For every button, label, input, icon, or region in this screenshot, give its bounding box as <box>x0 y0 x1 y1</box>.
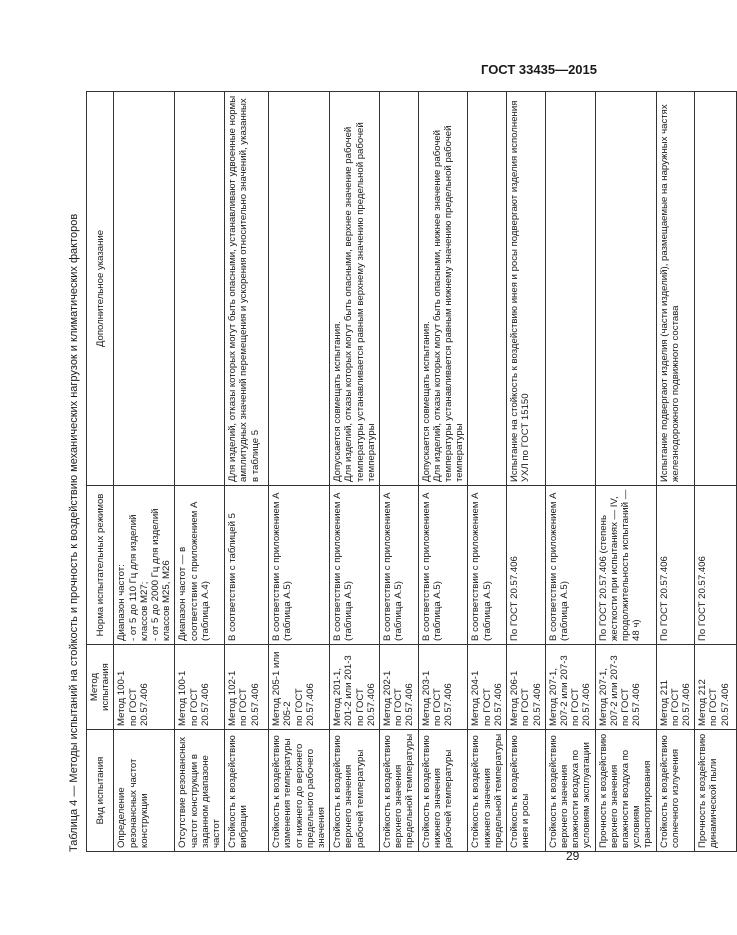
col-header-notes: Дополнительное указание <box>87 92 114 486</box>
cell-test-norms: В соответствии с приложением А (таблица А.5) <box>380 486 419 645</box>
cell-test-type: Прочность к воздействию верхнего значения влажности воздуха по условиям транспортирования <box>595 730 656 852</box>
cell-test-norms: В соответствии с таблицей 5 <box>225 486 269 645</box>
table-row <box>225 92 269 852</box>
table-row <box>507 92 546 852</box>
cell-test-norms: В соответствии с приложением А (таблица А.5) <box>468 486 507 645</box>
cell-test-norms: В соответствии с приложением А (таблица А.5) <box>269 486 330 645</box>
page-number: 29 <box>566 849 580 863</box>
table-body <box>114 92 737 852</box>
cell-test-type: Стойкость к воздействию верхнего значения рабочей температуры <box>330 730 380 852</box>
cell-test-method: Метод 206-1 по ГОСТ 20.57.406 <box>507 645 546 730</box>
cell-test-method: Метод 204-1 по ГОСТ 20.57.406 <box>468 645 507 730</box>
table-row <box>695 92 737 852</box>
table-row <box>269 92 330 852</box>
cell-test-type: Стойкость к воздействию солнечного излучения <box>656 730 695 852</box>
cell-test-type: Стойкость к воздействию изменения температуры от нижнего до верхнего предельного рабочего значения <box>269 730 330 852</box>
table-row <box>114 92 175 852</box>
cell-test-type: Стойкость к воздействию верхнего значения предельной температуры <box>380 730 419 852</box>
table-row <box>175 92 225 852</box>
cell-test-norms: По ГОСТ 20.57.406 (степень жесткости при испытаниях — IV, продолжительность испытаний — 48 ч) <box>595 486 656 645</box>
cell-test-type: Стойкость к воздействию нижнего значения предельной температуры <box>468 730 507 852</box>
cell-notes <box>468 92 507 486</box>
col-header-test-method: Метод испытания <box>87 645 114 730</box>
cell-test-method: Метод 100-1 по ГОСТ 20.57.406 <box>114 645 175 730</box>
table-row <box>545 92 595 852</box>
cell-notes: Испытание на стойкость к воздействию инея и росы подвергают изделия исполнения УХЛ по ГОСТ 15150 <box>507 92 546 486</box>
col-header-test-norms: Норма испытательных режимов <box>87 486 114 645</box>
cell-notes: Допускается совмещать испытания. Для изделий, отказы которых могут быть опасными, нижнее значение рабочей температуры устанавливается равным нижнему значению предельной рабочей температуры <box>418 92 468 486</box>
cell-test-norms: Диапазон частот: - от 5 до 110 Гц для изделий классов М27; - от 5 до 2000 Гц для изделий классов М25, М26 <box>114 486 175 645</box>
cell-notes: Для изделий, отказы которых могут быть опасными, устанавливают удвоенные нормы амплитудных значений перемещения и ускорения относительно значений, указанных в таблице 5 <box>225 92 269 486</box>
cell-test-method: Метод 207-1, 207-2 или 207-3 по ГОСТ 20.57.406 <box>595 645 656 730</box>
table-row <box>595 92 656 852</box>
cell-test-method: Метод 100-1 по ГОСТ 20.57.406 <box>175 645 225 730</box>
table-caption: Таблица 4 — Методы испытаний на стойкость и прочность к воздействию механических нагрузок и климатических факторов <box>68 213 80 852</box>
cell-test-norms: По ГОСТ 20.57.406 <box>656 486 695 645</box>
document-code: ГОСТ 33435—2015 <box>481 62 597 77</box>
cell-notes <box>380 92 419 486</box>
test-methods-table <box>86 91 737 852</box>
cell-notes <box>595 92 656 486</box>
cell-test-method: Метод 202-1 по ГОСТ 20.57.406 <box>380 645 419 730</box>
cell-test-type: Стойкость к воздействию нижнего значения рабочей температуры <box>418 730 468 852</box>
cell-test-norms: Диапазон частот — в соответствии с приложением А (таблица А.4) <box>175 486 225 645</box>
cell-test-type: Стойкость к воздействию верхнего значения влажности воздуха по условиям эксплуатации <box>545 730 595 852</box>
cell-notes <box>545 92 595 486</box>
table-header-row <box>87 92 114 852</box>
cell-test-method: Метод 211 по ГОСТ 20.57.406 <box>656 645 695 730</box>
cell-test-type: Стойкость к воздействию инея и росы <box>507 730 546 852</box>
cell-test-norms: В соответствии с приложением А (таблица А.5) <box>545 486 595 645</box>
cell-notes <box>695 92 737 486</box>
cell-test-method: Метод 201-1, 201-2 или 201-3 по ГОСТ 20.57.406 <box>330 645 380 730</box>
cell-test-method: Метод 205-1 или 205-2 по ГОСТ 20.57.406 <box>269 645 330 730</box>
table-row <box>418 92 468 852</box>
cell-notes <box>175 92 225 486</box>
table-row <box>468 92 507 852</box>
cell-test-type: Отсутствие резонансных частот конструкции в заданном диапазоне частот <box>175 730 225 852</box>
cell-notes <box>269 92 330 486</box>
table-row <box>380 92 419 852</box>
cell-test-method: Метод 102-1 по ГОСТ 20.57.406 <box>225 645 269 730</box>
cell-test-norms: В соответствии с приложением А (таблица А.5) <box>418 486 468 645</box>
cell-notes <box>114 92 175 486</box>
cell-test-norms: В соответствии с приложением А (таблица А.5) <box>330 486 380 645</box>
cell-notes: Испытание подвергают изделия (части изделий), размещаемые на наружных частях железнодорожного подвижного состава <box>656 92 695 486</box>
cell-notes: Допускается совмещать испытания. Для изделий, отказы которых могут быть опасными, верхнее значение рабочей температуры устанавливается равным верхнему значению предельной рабочей температуры <box>330 92 380 486</box>
cell-test-type: Определение резонансных частот конструкции <box>114 730 175 852</box>
table-row <box>330 92 380 852</box>
col-header-test-type: Вид испытания <box>87 730 114 852</box>
table-row <box>656 92 695 852</box>
cell-test-norms: По ГОСТ 20.57.406 <box>695 486 737 645</box>
cell-test-method: Метод 212 по ГОСТ 20.57.406 <box>695 645 737 730</box>
cell-test-type: Стойкость к воздействию вибрации <box>225 730 269 852</box>
cell-test-method: Метод 203-1 по ГОСТ 20.57.406 <box>418 645 468 730</box>
cell-test-type: Прочность к воздействию динамической пыли <box>695 730 737 852</box>
rotated-table-block <box>68 92 731 852</box>
cell-test-method: Метод 207-1, 207-2 или 207-3 по ГОСТ 20.57.406 <box>545 645 595 730</box>
cell-test-norms: По ГОСТ 20.57.406 <box>507 486 546 645</box>
